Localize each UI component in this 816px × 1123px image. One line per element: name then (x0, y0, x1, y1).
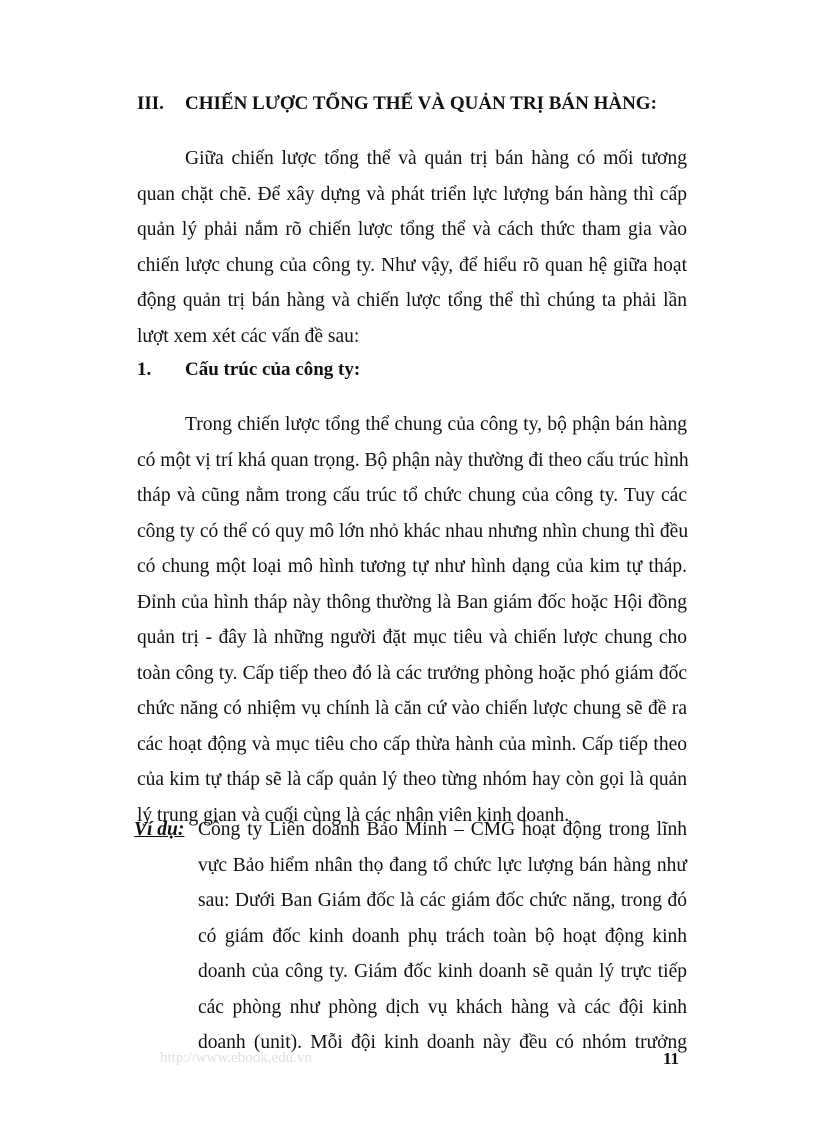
paragraph-line: chức năng có nhiệm vụ chính là căn cứ vào chiến lược chung sẽ đề ra (137, 698, 687, 719)
paragraph-line: doanh của công ty. Giám đốc kinh doanh sẽ quản lý trực tiếp (198, 961, 687, 982)
subsection-title: Cấu trúc của công ty: (185, 359, 361, 380)
intro-paragraph (137, 141, 687, 354)
paragraph-line: có giám đốc kinh doanh phụ trách toàn bộ hoạt động kinh (198, 925, 687, 947)
section-heading (137, 93, 697, 119)
paragraph-line: các phòng như phòng dịch vụ khách hàng và các đội kinh (198, 996, 687, 1018)
paragraph-line: chiến lược chung của công ty. Như vậy, để hiểu rõ quan hệ giữa hoạt (137, 254, 687, 276)
paragraph-line: Đỉnh của hình tháp này thông thường là Ban giám đốc hoặc Hội đồng (137, 591, 687, 613)
paragraph-line: Công ty Liên doanh Bảo Minh – CMG hoạt động trong lĩnh (198, 819, 687, 840)
paragraph-line: vực Bảo hiểm nhân thọ đang tổ chức lực lượng bán hàng như (198, 854, 687, 876)
paragraph-line: tháp và cũng nằm trong cấu trúc tổ chức chung của công ty. Tuy các (137, 485, 687, 506)
example-label: Ví dụ: (134, 819, 185, 840)
paragraph-line: lượt xem xét các vấn đề sau: (137, 325, 360, 347)
paragraph-line: công ty có thể có quy mô lớn nhỏ khác nhau nhưng nhìn chung thì đều (137, 520, 689, 542)
paragraph-line: doanh (unit). Mỗi đội kinh doanh này đều có nhóm trưởng (198, 1032, 687, 1053)
section-title: CHIẾN LƯỢC TỔNG THỂ VÀ QUẢN TRỊ BÁN HÀNG: (185, 93, 657, 114)
example-paragraph (198, 812, 687, 1061)
paragraph-line: có một vị trí khá quan trọng. Bộ phận này thường đi theo cấu trúc hình (137, 449, 689, 471)
footer-watermark-url: http://www.ebook.edu.vn (160, 1050, 312, 1066)
section-number: III. (137, 93, 164, 114)
paragraph-line: các hoạt động và mục tiêu cho cấp thừa hành của mình. Cấp tiếp theo (137, 733, 687, 755)
page-number: 11 (663, 1049, 680, 1068)
paragraph-line: của kim tự tháp sẽ là cấp quản lý theo từng nhóm hay còn gọi là quản (137, 769, 687, 790)
subsection-number: 1. (137, 359, 152, 380)
paragraph-line: có chung một loại mô hình tương tự như hình dạng của kim tự tháp. (137, 556, 687, 577)
paragraph-line: lý trung gian và cuối cùng là các nhân viên kinh doanh. (137, 804, 570, 826)
paragraph-line: sau: Dưới Ban Giám đốc là các giám đốc chức năng, trong đó (198, 890, 687, 911)
structure-paragraph (137, 407, 687, 833)
paragraph-line: Trong chiến lược tổng thể chung của công ty, bộ phận bán hàng (185, 414, 687, 435)
paragraph-line: quản trị - đây là những người đặt mục tiêu và chiến lược chung cho (137, 627, 687, 648)
paragraph-line: quan chặt chẽ. Để xây dựng và phát triển lực lượng bán hàng thì cấp (137, 183, 687, 205)
paragraph-line: Giữa chiến lược tổng thể và quản trị bán hàng có mối tương (185, 148, 687, 169)
paragraph-line: động quản trị bán hàng và chiến lược tổng thể thì chúng ta phải lần (137, 290, 687, 311)
paragraph-line: toàn công ty. Cấp tiếp theo đó là các trưởng phòng hoặc phó giám đốc (137, 662, 687, 684)
subsection-heading (137, 359, 697, 385)
paragraph-line: quản lý phải nắm rõ chiến lược tổng thể và cách thức tham gia vào (137, 219, 687, 240)
